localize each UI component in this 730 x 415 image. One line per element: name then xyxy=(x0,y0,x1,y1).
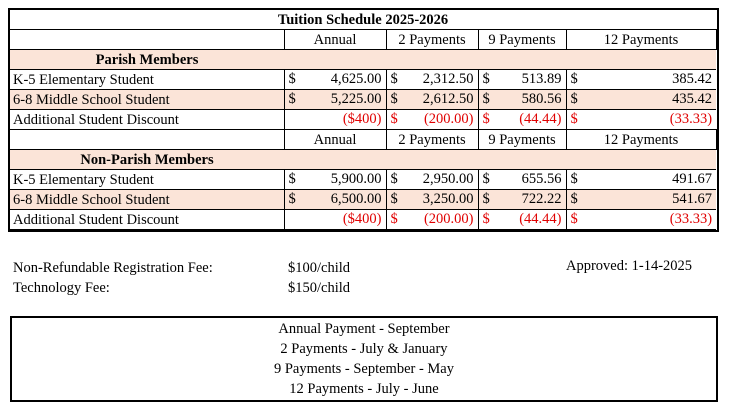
col-annual: Annual xyxy=(284,30,386,50)
table-row: K-5 Elementary Student $ 5,900.00 $ 2,950.00 $ 655.56 $ 491.67 xyxy=(10,170,716,190)
row-label: K-5 Elementary Student xyxy=(10,70,284,90)
approved-date: Approved: 1-14-2025 xyxy=(566,258,693,274)
row-label: K-5 Elementary Student xyxy=(10,170,284,190)
col-2-payments: 2 Payments xyxy=(386,130,478,150)
schedule-line: Annual Payment - September xyxy=(278,321,450,337)
row-label: 6-8 Middle School Student xyxy=(10,90,284,110)
col-9-payments: 9 Payments xyxy=(478,130,566,150)
discount-row: Additional Student Discount ($400) $ (200.00) $ (44.44) $ (33.33) xyxy=(10,210,716,230)
table-row: 6-8 Middle School Student $ 6,500.00 $ 3,250.00 $ 722.22 $ 541.67 xyxy=(10,190,716,210)
schedule-line: 2 Payments - July & January xyxy=(280,341,448,357)
row-label: 6-8 Middle School Student xyxy=(10,190,284,210)
table-row: K-5 Elementary Student $ 4,625.00 $ 2,312.50 $ 513.89 $ 385.42 xyxy=(10,70,716,90)
technology-fee-value: $150/child xyxy=(288,280,351,296)
payment-schedule-box xyxy=(10,316,718,402)
schedule-line: 9 Payments - September - May xyxy=(273,361,454,377)
row-label: Additional Student Discount xyxy=(10,210,284,230)
row-label: Additional Student Discount xyxy=(10,110,284,130)
registration-fee-value: $100/child xyxy=(288,260,351,276)
col-12-payments: 12 Payments xyxy=(566,130,716,150)
col-2-payments: 2 Payments xyxy=(386,30,478,50)
tuition-table xyxy=(10,10,717,230)
col-9-payments: 9 Payments xyxy=(478,30,566,50)
col-annual: Annual xyxy=(284,130,386,150)
schedule-line: 12 Payments - July - June xyxy=(289,381,439,397)
registration-fee-label: Non-Refundable Registration Fee: xyxy=(13,260,213,276)
col-12-payments: 12 Payments xyxy=(566,30,716,50)
table-title: Tuition Schedule 2025-2026 xyxy=(10,10,716,30)
discount-row: Additional Student Discount ($400) $ (200.00) $ (44.44) $ (33.33) xyxy=(10,110,716,130)
section-heading: Parish Members xyxy=(10,50,284,70)
table-row: 6-8 Middle School Student $ 5,225.00 $ 2,612.50 $ 580.56 $ 435.42 xyxy=(10,90,716,110)
technology-fee-label: Technology Fee: xyxy=(13,280,110,296)
section-heading: Non-Parish Members xyxy=(10,150,284,170)
